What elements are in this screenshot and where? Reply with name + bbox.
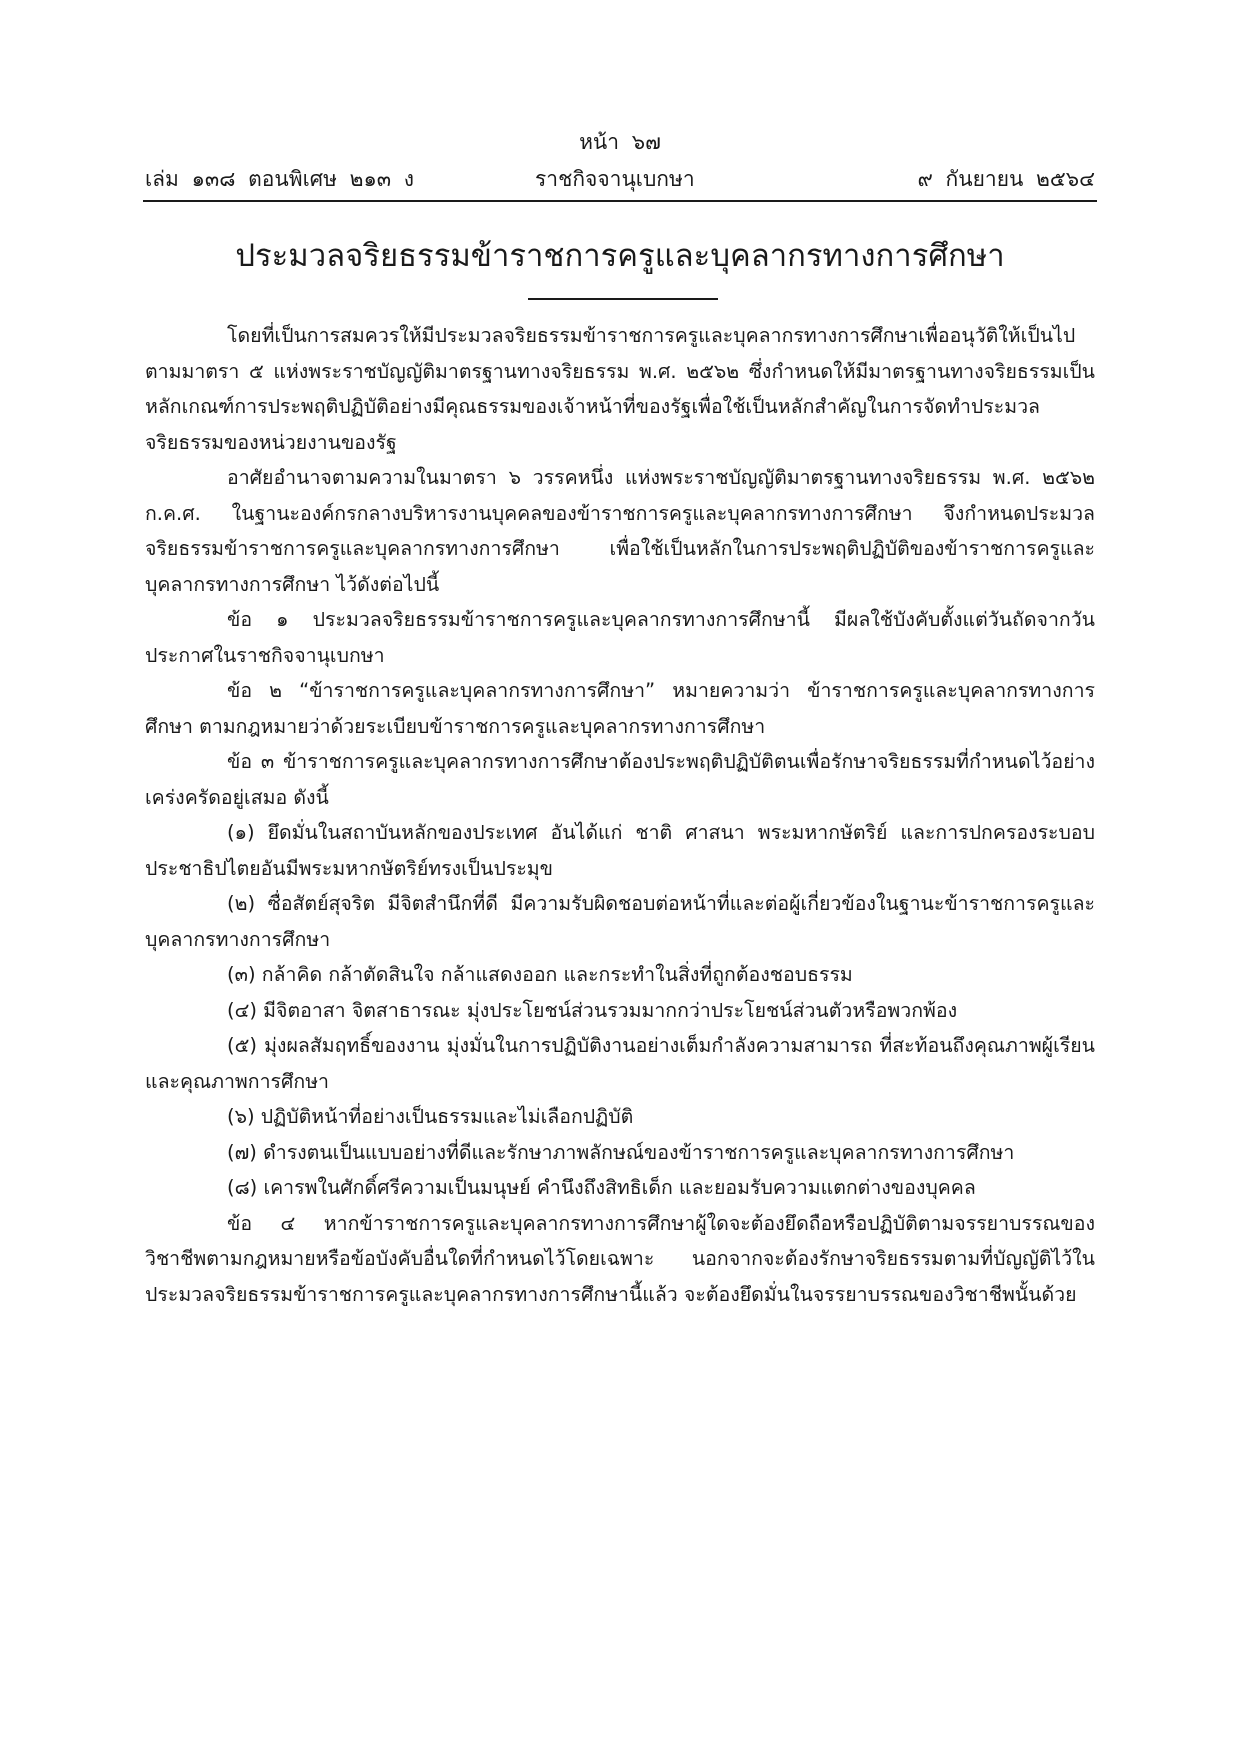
gazette-header <box>145 165 1095 195</box>
clause-3-item-7: (๗) ดำรงตนเป็นแบบอย่างที่ดีและรักษาภาพลักษณ์ของข้าราชการครูและบุคลากรทางการศึกษา <box>227 1140 1015 1164</box>
clause-3-item-2: (๒) ซื่อสัตย์สุจริต มีจิตสำนึกที่ดี มีความรับผิดชอบต่อหน้าที่และต่อผู้เกี่ยวข้องในฐานะข้าราชการครูและบุคลากรทางการศึกษา <box>145 892 1095 951</box>
clause-4: ข้อ ๔ หากข้าราชการครูและบุคลากรทางการศึกษาผู้ใดจะต้องยึดถือหรือปฏิบัติตามจรรยาบรรณของวิชาชีพตามกฎหมายหรือข้อบังคับอื่นใดที่กำหนดไว้โดยเฉพาะ นอกจากจะต้องรักษาจริยธรรมตามที่บัญญัติไว้ในประมวลจริยธรรมข้าราชการครูและบุคลากรทางการศึกษานี้แล้ว จะต้องยึดมั่นในจรรยาบรรณของวิชาชีพนั้นด้วย <box>145 1211 1095 1306</box>
clause-3-item-3: (๓) กล้าคิด กล้าตัดสินใจ กล้าแสดงออก และกระทำในสิ่งที่ถูกต้องชอบธรรม <box>227 963 853 986</box>
clause-3: ข้อ ๓ ข้าราชการครูและบุคลากรทางการศึกษาต้องประพฤติปฏิบัติตนเพื่อรักษาจริยธรรมที่กำหนดไว้อย่างเคร่งครัดอยู่เสมอ ดังนี้ <box>145 750 1095 809</box>
title-underline <box>528 298 718 300</box>
header-divider <box>143 200 1097 202</box>
clause-3-item-5: (๕) มุ่งผลสัมฤทธิ์ของงาน มุ่งมั่นในการปฏิบัติงานอย่างเต็มกำลังความสามารถ ที่สะท้อนถึงคุณภาพผู้เรียนและคุณภาพการศึกษา <box>145 1034 1095 1093</box>
clause-3-item-8: (๘) เคารพในศักดิ์ศรีความเป็นมนุษย์ คำนึงถึงสิทธิเด็ก และยอมรับความแตกต่างของบุคคล <box>227 1176 976 1199</box>
document-title: ประมวลจริยธรรมข้าราชการครูและบุคลากรทางการศึกษา <box>235 238 1005 274</box>
volume-issue: เล่ม ๑๓๘ ตอนพิเศษ ๒๑๓ ง <box>145 167 415 191</box>
document-body <box>145 318 1095 1312</box>
authority-paragraph: อาศัยอำนาจตามความในมาตรา ๖ วรรคหนึ่ง แห่งพระราชบัญญัติมาตรฐานทางจริยธรรม พ.ศ. ๒๕๖๒ ก.ค.ศ. ในฐานะองค์กรกลางบริหารงานบุคคลของข้าราชการครูและบุคลากรทางการศึกษา จึงกำหนดประมวลจริยธรรมข้าราชการครูและบุคลากรทางการศึกษา เพื่อใช้เป็นหลักในการประพฤติปฏิบัติของข้าราชการครูและบุคลากรทางการศึกษา ไว้ดังต่อไปนี้ <box>145 466 1095 596</box>
publication-date: ๙ กันยายน ๒๕๖๔ <box>917 167 1095 191</box>
clause-3-item-6: (๖) ปฏิบัติหน้าที่อย่างเป็นธรรมและไม่เลือกปฏิบัติ <box>227 1105 634 1128</box>
preamble-paragraph: โดยที่เป็นการสมควรให้มีประมวลจริยธรรมข้าราชการครูและบุคลากรทางการศึกษาเพื่ออนุวัติให้เป็นไปตามมาตรา ๕ แห่งพระราชบัญญัติมาตรฐานทางจริยธรรม พ.ศ. ๒๕๖๒ ซึ่งกำหนดให้มีมาตรฐานทางจริยธรรมเป็นหลักเกณฑ์การประพฤติปฏิบัติอย่างมีคุณธรรมของเจ้าหน้าที่ของรัฐเพื่อใช้เป็นหลักสำคัญในการจัดทำประมวลจริยธรรมของหน่วยงานของรัฐ <box>145 324 1095 454</box>
page-number: หน้า ๖๗ <box>579 130 661 154</box>
clause-1: ข้อ ๑ ประมวลจริยธรรมข้าราชการครูและบุคลากรทางการศึกษานี้ มีผลใช้บังคับตั้งแต่วันถัดจากวันประกาศในราชกิจจานุเบกษา <box>145 608 1095 667</box>
clause-2: ข้อ ๒ “ข้าราชการครูและบุคลากรทางการศึกษา” หมายความว่า ข้าราชการครูและบุคลากรทางการศึกษา ตามกฎหมายว่าด้วยระเบียบข้าราชการครูและบุคลากรทางการศึกษา <box>145 679 1095 738</box>
clause-3-item-4: (๔) มีจิตอาสา จิตสาธารณะ มุ่งประโยชน์ส่วนรวมมากกว่าประโยชน์ส่วนตัวหรือพวกพ้อง <box>227 998 958 1022</box>
clause-3-item-1: (๑) ยึดมั่นในสถาบันหลักของประเทศ อันได้แก่ ชาติ ศาสนา พระมหากษัตริย์ และการปกครองระบอบประชาธิปไตยอันมีพระมหากษัตริย์ทรงเป็นประมุข <box>145 821 1095 880</box>
gazette-name: ราชกิจจานุเบกษา <box>535 167 695 191</box>
